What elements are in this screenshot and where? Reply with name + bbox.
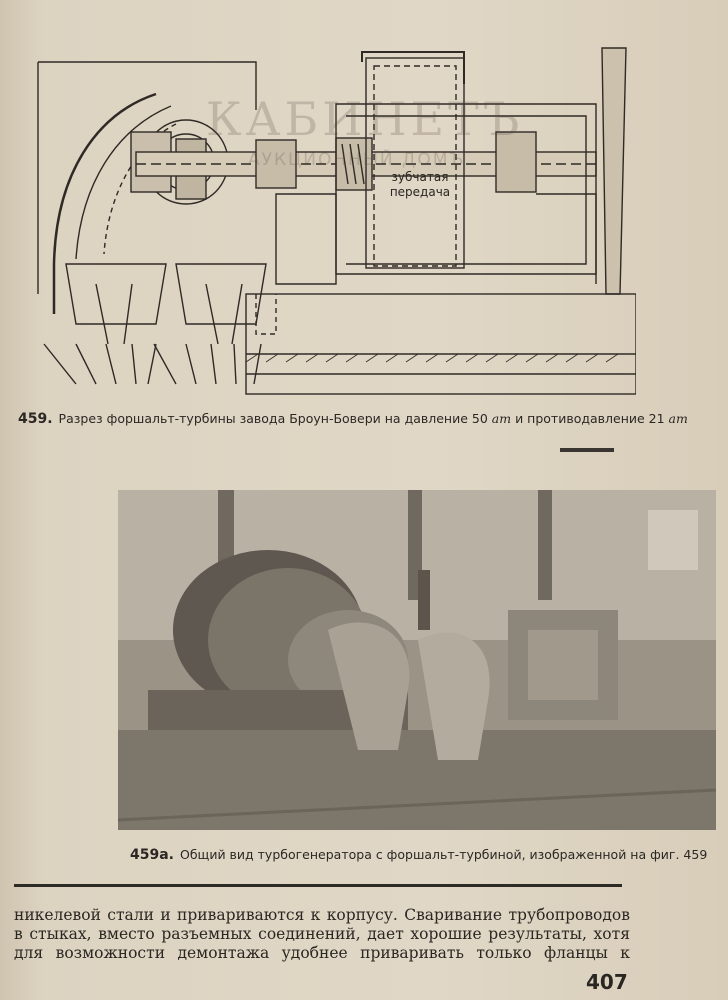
body-paragraph xyxy=(14,906,630,963)
gear-label-line2: передача xyxy=(389,185,451,199)
figure-number: 459. xyxy=(18,411,53,427)
caption-unit: ат xyxy=(668,411,688,426)
caption-text: Разрез форшальт-турбины завода Броун-Бовери на давление 50 xyxy=(58,411,488,426)
watermark: КАБИНЕТЪ xyxy=(206,92,524,146)
caption-text-continued: и противодавление 21 xyxy=(511,411,669,426)
watermark-subtitle: АУКЦИОННЫЙ ДОМЪ xyxy=(248,150,466,170)
caption-unit: ат xyxy=(491,411,512,426)
figure-number: 459а. xyxy=(130,847,174,863)
page-number: 407 xyxy=(586,970,628,994)
figure-459-caption xyxy=(18,411,688,427)
horizontal-rule xyxy=(14,884,622,887)
text-line: в стыках, вместо разъемных соединений, дает хорошие результаты, хотя xyxy=(14,925,630,943)
gear-transmission-label xyxy=(382,170,458,200)
figure-459a-caption xyxy=(130,847,707,863)
text-line: никелевой стали и привариваются к корпусу. Сваривание трубопроводов xyxy=(14,906,630,924)
text-line: для возможности демонтажа удобнее приваривать только фланцы к xyxy=(14,944,630,962)
gear-label-line1: зубчатая xyxy=(391,170,449,184)
turbogenerator-photograph xyxy=(118,490,716,830)
ink-mark xyxy=(560,448,614,452)
caption-text: Общий вид турбогенератора с форшальт-турбиной, изображенной на фиг. 459 xyxy=(180,847,708,862)
